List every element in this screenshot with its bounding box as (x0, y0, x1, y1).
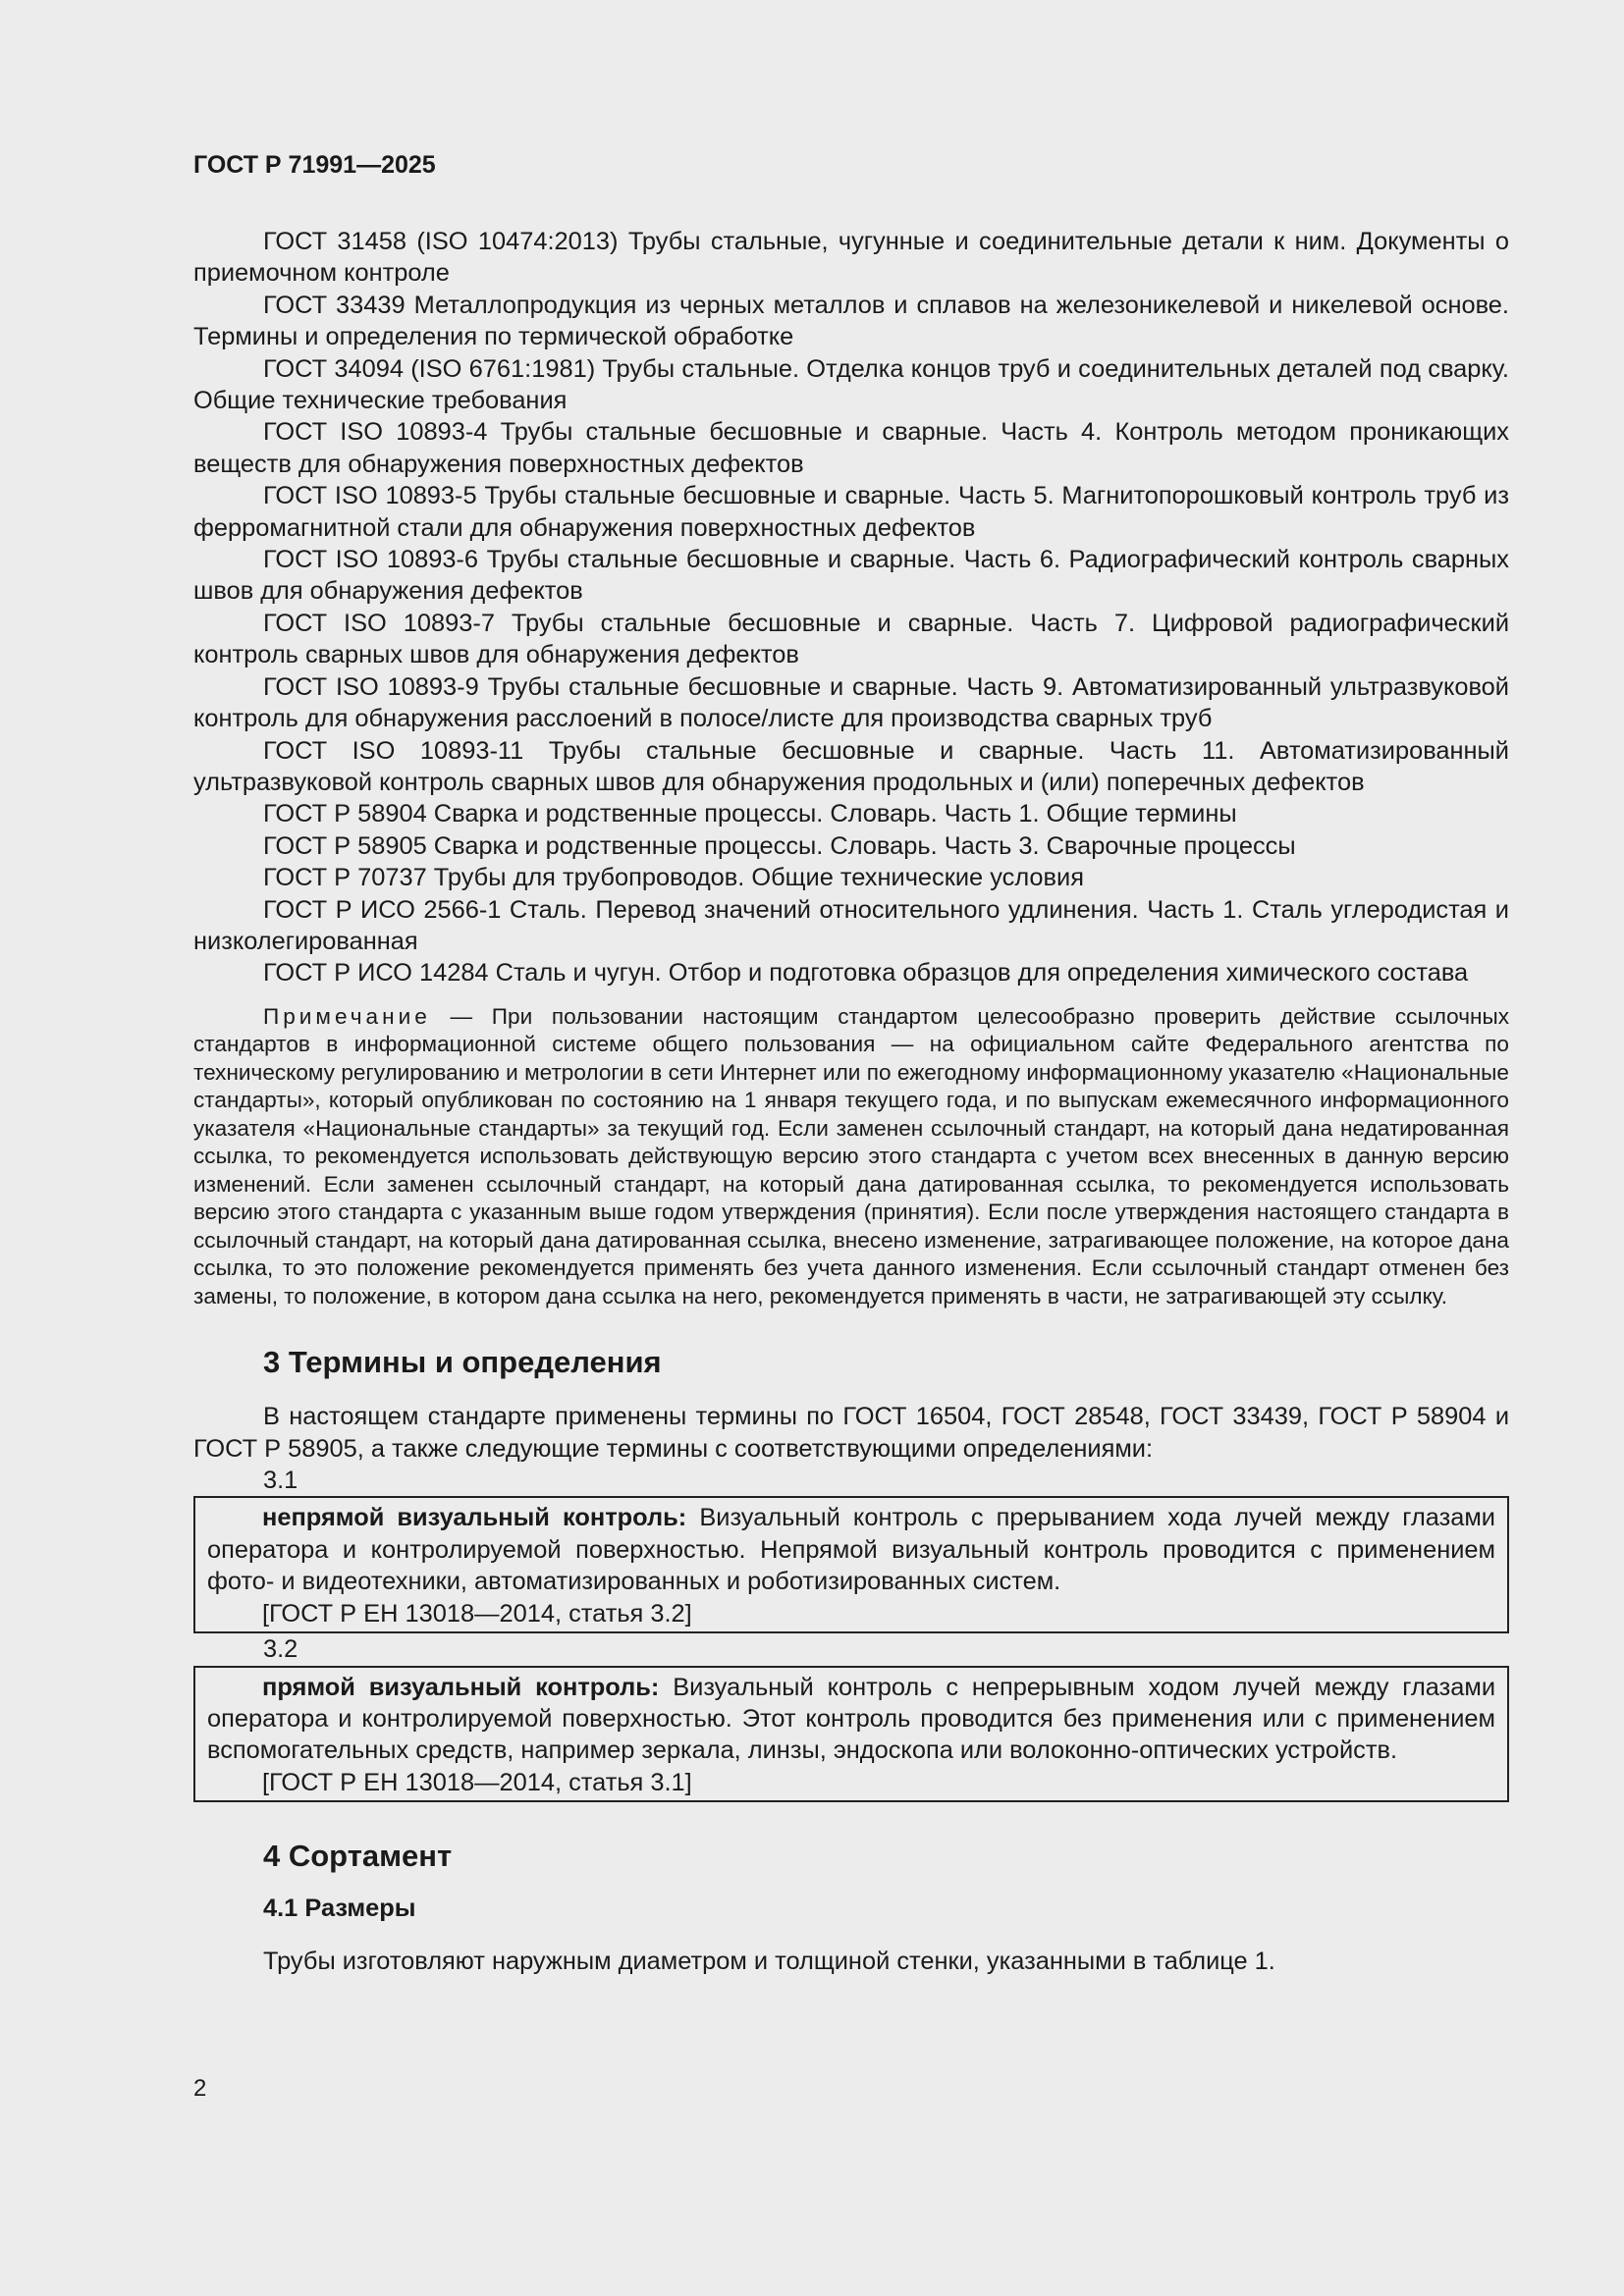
reference-item: ГОСТ Р ИСО 14284 Сталь и чугун. Отбор и подготовка образцов для определения химического состава (263, 959, 1469, 988)
term-number: 3.2 (263, 1635, 298, 1664)
term-definition-text: Визуальный контроль с прерыванием хода лучей между глазами оператора и контролируемой поверхностью. Непрямой визуальный контроль проводится с применением фото- и видеотехники, автоматизированных и роботизированных систем. (207, 1504, 1495, 1596)
term-definition-text: Визуальный контроль с непрерывным ходом лучей между глазами оператора и контролируемой поверхностью. Этот контроль проводится без применения или с применением вспомогательных средств, например зеркала, линзы, эндоскопа или волоконно-оптических устройств. (207, 1673, 1496, 1765)
reference-item: ГОСТ 34094 (ISO 6761:1981) Трубы стальные. Отделка концов труб и соединительных деталей под сварку. Общие технические требования (193, 354, 1509, 415)
page-content (193, 143, 1509, 1978)
reference-item: ГОСТ ISO 10893-6 Трубы стальные бесшовные и сварные. Часть 6. Радиографический контроль сварных швов для обнаружения дефектов (193, 546, 1509, 606)
reference-item: ГОСТ ISO 10893-5 Трубы стальные бесшовные и сварные. Часть 5. Магнитопорошковый контроль труб из ферромагнитной стали для обнаружения поверхностных дефектов (193, 482, 1509, 542)
reference-item: ГОСТ ISO 10893-9 Трубы стальные бесшовные и сварные. Часть 9. Автоматизированный ультразвуковой контроль для обнаружения расслоений в полосе/листе для производства сварных труб (193, 672, 1509, 733)
section-4-title: 4 Сортамент (263, 1839, 453, 1874)
term-box (193, 1666, 1509, 1803)
note-paragraph (193, 1003, 1509, 1311)
page-number: 2 (193, 2075, 207, 2102)
reference-item: ГОСТ Р 58905 Сварка и родственные процессы. Словарь. Часть 3. Сварочные процессы (263, 831, 1296, 860)
reference-item: ГОСТ 31458 (ISO 10474:2013) Трубы стальные, чугунные и соединительные детали к ним. Документы о приемочном контроле (193, 228, 1509, 288)
note-label: Примечание (263, 1003, 431, 1029)
term-source: [ГОСТ Р ЕН 13018—2014, статья 3.2] (262, 1599, 692, 1628)
references-list (193, 226, 1509, 989)
reference-item: ГОСТ ISO 10893-4 Трубы стальные бесшовные и сварные. Часть 4. Контроль методом проникающих веществ для обнаружения поверхностных дефектов (193, 418, 1509, 478)
subsection-4-1-title: 4.1 Размеры (263, 1895, 416, 1923)
section-3-title: 3 Термины и определения (263, 1345, 662, 1380)
term-definition (207, 1502, 1495, 1597)
reference-item: ГОСТ 33439 Металлопродукция из черных металлов и сплавов на железоникелевой и никелевой основе. Термины и определения по термической обработке (193, 291, 1509, 351)
reference-item: ГОСТ Р ИСО 2566-1 Сталь. Перевод значений относительного удлинения. Часть 1. Сталь углеродистая и низколегированная (193, 895, 1509, 955)
term-name: прямой визуальный контроль: (262, 1673, 660, 1701)
section-3-intro: В настоящем стандарте применены термины по ГОСТ 16504, ГОСТ 28548, ГОСТ 33439, ГОСТ Р 58904 и ГОСТ Р 58905, а также следующие термины с соответствующими определениями: (193, 1403, 1509, 1463)
note-text: — При пользовании настоящим стандартом целесообразно проверить действие ссылочных стандартов в информационной системе общего пользования — на официальном сайте Федерального агентства по техническому регулированию и метрологии в сети Интернет или по ежегодному информационному указателю «Национальные стандарты», который опубликован по состоянию на 1 января текущего года, и по выпускам ежемесячного информационного указателя «Национальные стандарты» за текущий год. Если заменен ссылочный стандарт, на который дана недатированная ссылка, то рекомендуется использовать действующую версию этого стандарта с учетом всех внесенных в данную версию изменений. Если заменен ссылочный стандарт, на который дана датированная ссылка, то рекомендуется использовать версию этого стандарта с указанным выше годом утверждения (принятия). Если после утверждения настоящего стандарта в ссылочный стандарт, на который дана датированная ссылка, внесено изменение, затрагивающее положение, на которое дана ссылка, то это положение рекомендуется применять без учета данного изменения. Если ссылочный стандарт отменен без замены, то положение, в котором дана ссылка на него, рекомендуется применять в части, не затрагивающей эту ссылку. (193, 1003, 1509, 1308)
section-4-1-text: Трубы изготовляют наружным диаметром и толщиной стенки, указанными в таблице 1. (263, 1948, 1275, 1976)
reference-item: ГОСТ ISO 10893-7 Трубы стальные бесшовные и сварные. Часть 7. Цифровой радиографический контроль сварных швов для обнаружения дефектов (193, 609, 1509, 669)
term-source: [ГОСТ Р ЕН 13018—2014, статья 3.1] (262, 1768, 692, 1796)
term-name: непрямой визуальный контроль: (262, 1504, 687, 1532)
reference-item: ГОСТ Р 70737 Трубы для трубопроводов. Общие технические условия (263, 864, 1084, 892)
term-definition (207, 1672, 1495, 1767)
document-header: ГОСТ Р 71991—2025 (193, 151, 436, 179)
reference-item: ГОСТ ISO 10893-11 Трубы стальные бесшовные и сварные. Часть 11. Автоматизированный ультразвуковой контроль сварных швов для обнаружения продольных и (или) поперечных дефектов (193, 736, 1509, 796)
term-number: 3.1 (263, 1467, 298, 1495)
reference-item: ГОСТ Р 58904 Сварка и родственные процессы. Словарь. Часть 1. Общие термины (263, 800, 1237, 828)
term-box (193, 1496, 1509, 1633)
